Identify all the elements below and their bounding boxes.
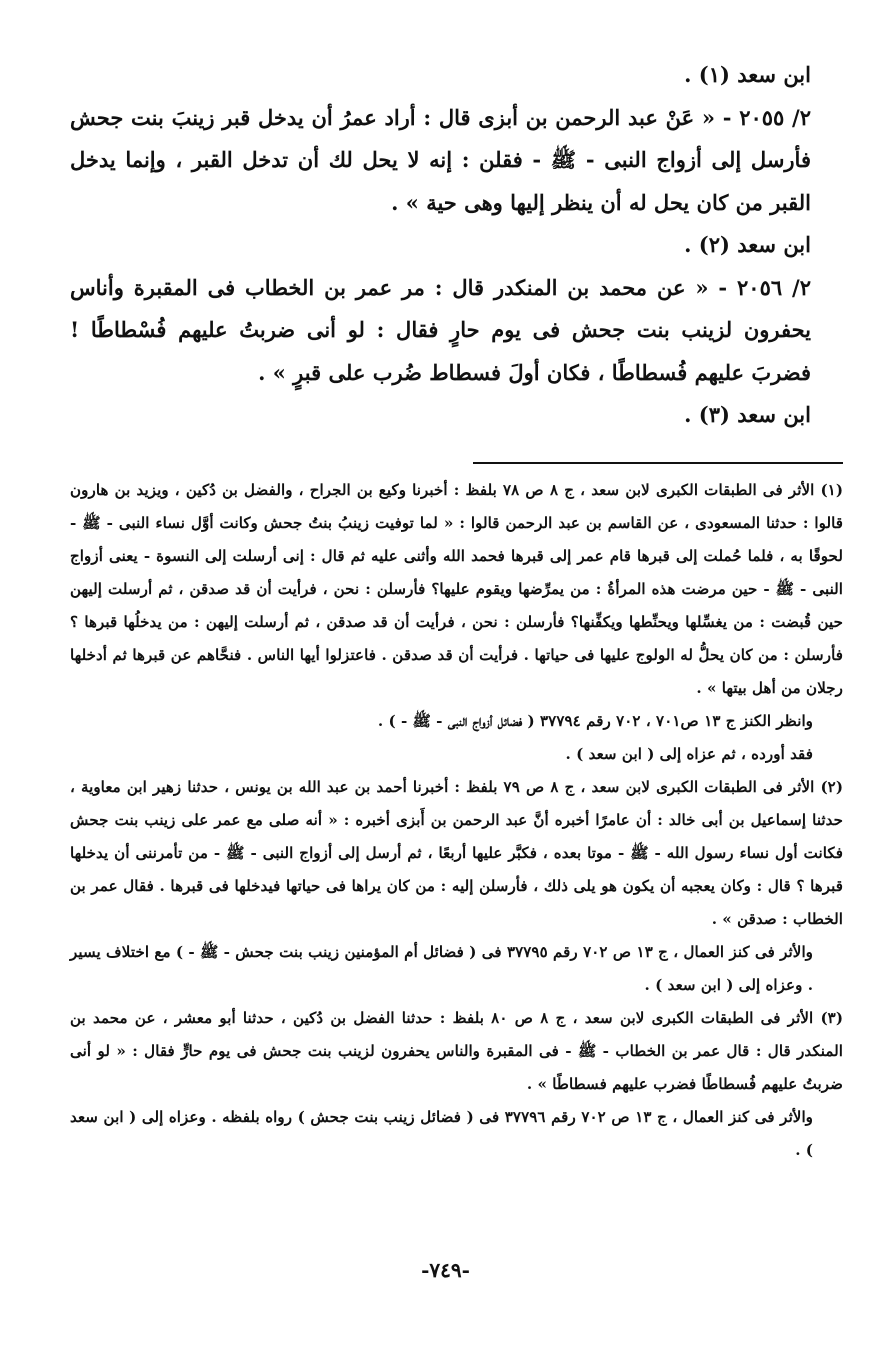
footnote-1-attribution: فقد أورده ، ثم عزاه إلى ( ابن سعد ) . <box>565 745 813 763</box>
footnote-3-ref: والأثر فى كنز العمال ، ج ١٣ ص ٧٠٢ رقم ٣٧٧٩٦ فى ( فضائل زينب بنت جحش ) رواه بلفظه . وعزاه إلى ( ابن سعد ) . <box>70 1108 814 1159</box>
source-citation-2: ابن سعد (٢) . <box>684 232 811 257</box>
main-text <box>70 54 811 437</box>
footnote-3: (٣) الأثر فى الطبقات الكبرى لابن سعد ، ج ٨ ص ٨٠ بلفظ : حدثنا الفضل بن دُكين ، حدثنا أبو معشر ، عن محمد بن المنكدر قال : قال عمر بن الخطاب - ﷺ - فى المقبرة والناس يحفرون لزينب بنت جحش فى يوم حارٍّ فقال : « لو أنى ضربتُ عليهم فُسطاطًا فضرب عليهم فسطاطًا » . <box>70 1009 843 1093</box>
footnote-2-ref: والأثر فى كنز العمال ، ج ١٣ ص ٧٠٢ رقم ٣٧٧٩٥ فى ( فضائل أم المؤمنين زينب بنت جحش - ﷺ - ) مع اختلاف يسير . وعزاه إلى ( ابن سعد ) . <box>70 943 813 994</box>
footnote-1-ref: وانظر الكنز ج ١٣ ص٧٠١ ، ٧٠٢ رقم ٣٧٧٩٤ ( فضائل أزواج النبى - ﷺ - ) . <box>377 712 813 730</box>
hadith-2055: ٢/ ٢٠٥٥ - « عَنْ عبد الرحمن بن أبزى قال : أراد عمرُ أن يدخل قبر زينبَ بنت جحش فأرسل إلى أزواج النبى - ﷺ - فقلن : إنه لا يحل لك أن تدخل القبر ، وإنما يدخل القبر من كان يحل له أن ينظر إليها وهى حية » . <box>70 104 812 215</box>
footnote-2: (٢) الأثر فى الطبقات الكبرى لابن سعد ، ج ٨ ص ٧٩ بلفظ : أخبرنا أحمد بن عبد الله بن يونس ، حدثنا زهير ابن معاوية ، حدثنا إسماعيل بن أبى خالد : أن عامرًا أخبره أنَّ عبد الرحمن بن أَبزى أخبره : « أنه صلى مع عمر على زينب بنت جحش فكانت أول نساء رسول الله - ﷺ - موتا بعده ، فكبَّر عليها أربعًا ، ثم أرسل إلى أزواج النبى - ﷺ - من تأمرننى أن يدخلها قبرها ؟ قال : وكان يعجبه أن يكون هو يلى ذلك ، فأرسلن إليه : من كان يراها فى حياتها فيدخلها فى قبرها . فقال عمر بن الخطاب : صدقن » . <box>70 778 843 928</box>
footnote-divider <box>473 462 843 464</box>
footnotes <box>70 474 843 1167</box>
page-number: -٧٤٩- <box>421 1258 470 1282</box>
footnote-1: (١) الأثر فى الطبقات الكبرى لابن سعد ، ج ٨ ص ٧٨ بلفظ : أخبرنا وكيع بن الجراح ، والفضل بن دُكين ، ويزيد بن هارون قالوا : حدثنا المسعودى ، عن القاسم بن عبد الرحمن قالوا : « لما توفيت زينبُ بنتُ جحش وكانت أوَّل نساء النبى - ﷺ - لحوقًا به ، فلما حُملت إلى قبرها قام عمر إلى قبرها فحمد الله وأثنى عليه ثم قال : إنى أرسلت إلى النسوة - يعنى أزواج النبى - ﷺ - حين مرضت هذه المرأةُ : من يمرِّضها ويقوم عليها؟ فأرسلن : نحن ، فرأيت أن قد صدقن ، ثم أرسلت إليهن حين قُبضت : من يغسِّلها ويحنِّطها ويكفِّنها؟ فأرسلن : نحن ، فرأيت أن قد صدقن ، ثم أرسلت إليهن : من يدخلُها قبرها ؟ فأرسلن : من كان يحلُّ له الولوج عليها فى حياتها . فرأيت أن قد صدقن . فاعتزلوا أيها الناس . فنحَّاهم عن قبرها ثم أدخلها رجلان من أهل بيتها » . <box>70 481 844 697</box>
hadith-2056: ٢/ ٢٠٥٦ - « عن محمد بن المنكدر قال : مر عمر بن الخطاب فى المقبرة وأناس يحفرون لزينب بنت جحش فى يوم حارٍ فقال : لو أنى ضربتُ عليهم فُسْطاطًا ! فضربَ عليهم فُسطاطًا ، فكان أولَ فسطاط ضُرب على قبرٍ » . <box>70 274 811 385</box>
source-citation-1: ابن سعد (١) . <box>684 62 811 87</box>
source-citation-3: ابن سعد (٣) . <box>684 402 811 427</box>
